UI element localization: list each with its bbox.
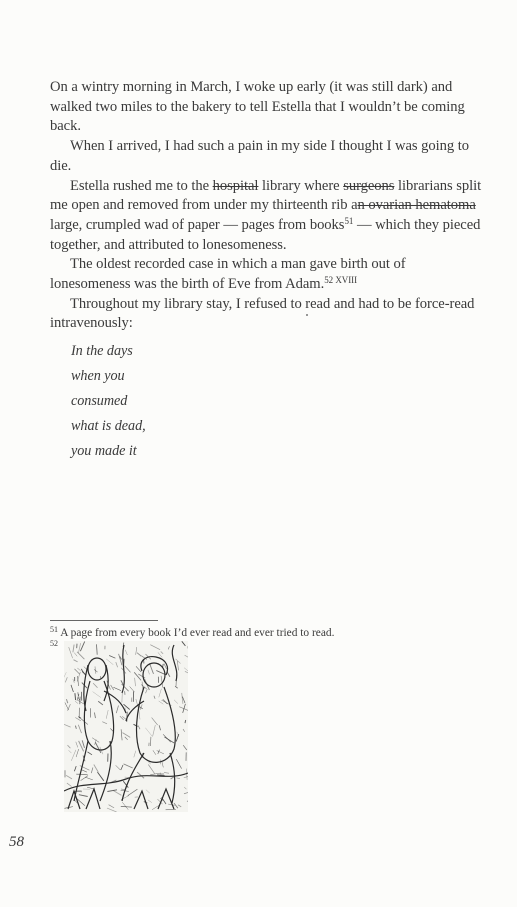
body-text [50, 78, 482, 464]
paragraph [50, 137, 482, 176]
paragraph-text: When I arrived, I had such a pain in my side I thought I was going to die. [50, 138, 469, 174]
paragraph [50, 78, 482, 137]
hatch-stroke [75, 693, 76, 700]
ink-speck [306, 314, 308, 316]
poem-line: what is dead, [71, 418, 146, 435]
footnote-marker: 52 XVIII [324, 275, 358, 286]
paragraph-text: On a wintry morning in March, I woke up early (it was still dark) and walked two miles to the bakery to tell Estella that I wouldn’t be coming back. [50, 79, 465, 135]
paragraph-text: library where [258, 177, 344, 194]
poem-line: In the days [71, 343, 133, 360]
paragraph [50, 177, 482, 256]
paragraph [50, 255, 482, 294]
struck-text: n ovarian hematoma [357, 197, 476, 214]
footnote-52 [50, 640, 58, 654]
paragraph-text: librarians split me open and removed from under my thirteenth rib a [50, 177, 482, 214]
footnote-51 [50, 626, 334, 640]
paragraph-list [50, 78, 482, 334]
footnote-rule [50, 620, 158, 621]
struck-text: hospital [212, 177, 259, 194]
paragraph-text: Throughout my library stay, I refused to read and had to be force-read intravenously: [50, 295, 475, 332]
paragraph-text: large, crumpled wad of paper — pages from books [50, 216, 345, 233]
footnote-marker: 51 [344, 215, 354, 226]
hatch-stroke [76, 774, 87, 775]
poem-line: when you [71, 368, 125, 385]
paragraph [50, 295, 482, 334]
woodcut-illustration [64, 641, 188, 812]
poem [71, 339, 482, 464]
poem-line: you made it [71, 443, 137, 460]
footnote-52-number: 52 [50, 639, 58, 648]
paragraph-text: Estella rushed me to the [70, 177, 213, 194]
paragraph-text: — which they pieced together, and attributed to lonesomeness. [50, 216, 481, 253]
page-number: 58 [9, 834, 24, 850]
footnote-51-text: A page from every book I’d ever read and ever tried to read. [60, 627, 335, 639]
poem-line: consumed [71, 393, 128, 410]
paragraph-text: The oldest recorded case in which a man gave birth out of lonesomeness was the birth of Eve from Adam. [50, 256, 406, 293]
footnote-51-number: 51 [50, 625, 58, 634]
struck-text: surgeons [343, 177, 395, 194]
